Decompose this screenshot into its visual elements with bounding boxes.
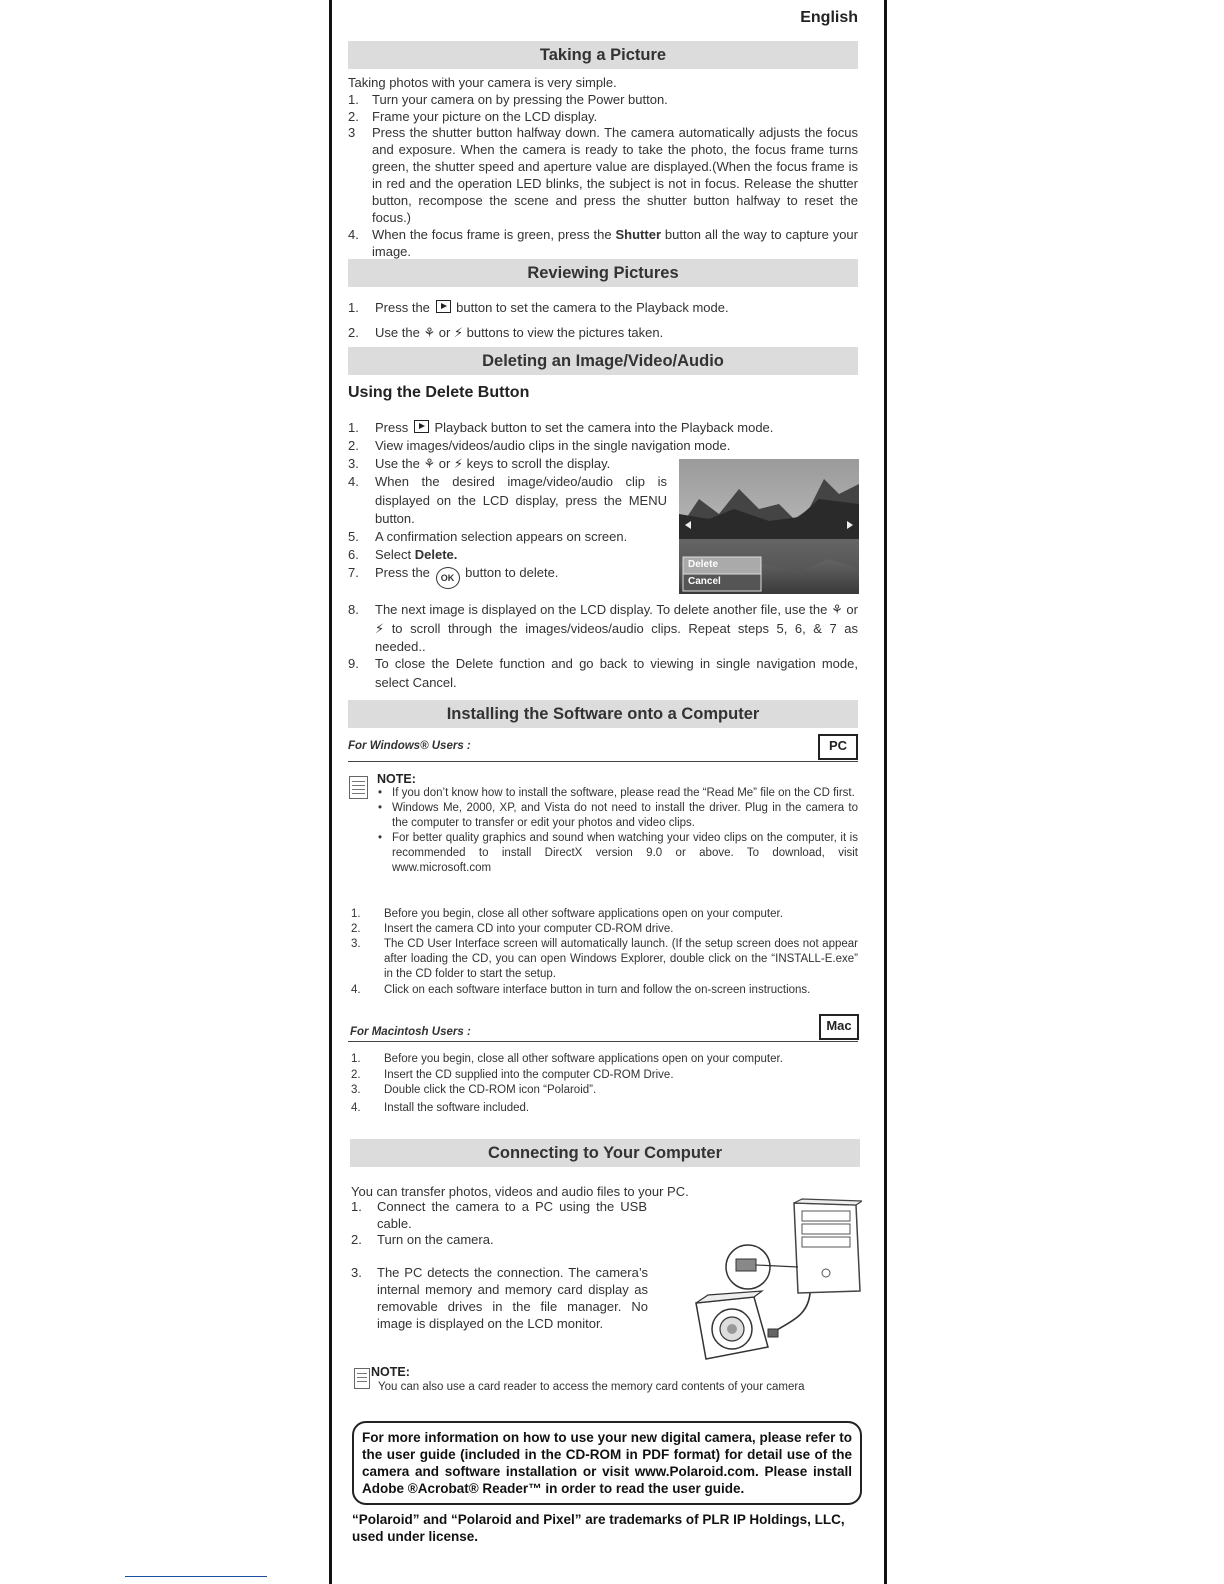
step-text: Press the bbox=[375, 565, 430, 580]
step-number: 1. bbox=[351, 908, 361, 920]
step-text: button to set the camera to the Playback mode. bbox=[456, 300, 729, 315]
mac-step-1: Before you begin, close all other software applications open on your computer. bbox=[384, 1053, 783, 1065]
install-notes-list bbox=[376, 786, 858, 876]
step-number: 8. bbox=[348, 602, 359, 617]
pc-camera-connection-illustration bbox=[688, 1197, 862, 1381]
macro-left-icon: ⚘ bbox=[423, 325, 436, 340]
step-text: button to delete. bbox=[465, 565, 559, 580]
windows-users-label: For Windows® Users : bbox=[348, 740, 471, 752]
note-title: NOTE: bbox=[377, 772, 416, 786]
delete-step-4: When the desired image/video/audio clip is displayed on the LCD display, press the MENU button. bbox=[375, 474, 667, 526]
reviewing-step-1 bbox=[375, 299, 858, 316]
flash-right-icon: ⚡ bbox=[375, 620, 385, 636]
step-number: 2. bbox=[351, 1069, 361, 1081]
playback-icon bbox=[414, 420, 429, 433]
delete-step-8 bbox=[375, 601, 858, 657]
step-text: keys to scroll the display. bbox=[466, 456, 611, 471]
step-text: or bbox=[438, 325, 451, 340]
more-information-box: For more information on how to use your new digital camera, please refer to the user guide (included in the CD-ROM in PDF format) for detail use of the camera and software installation or visit www.Polaroid.com. Please install Adobe ®Acrobat® Reader™ in order to read the user guide. bbox=[352, 1421, 862, 1505]
step-number: 3. bbox=[348, 456, 359, 471]
step-number: 2. bbox=[348, 325, 359, 340]
delete-step-9: To close the Delete function and go back to viewing in single navigation mode, select Cancel. bbox=[375, 656, 858, 690]
connect-note-text: You can also use a card reader to access the memory card contents of your camera bbox=[378, 1381, 805, 1393]
mac-users-label: For Macintosh Users : bbox=[350, 1026, 471, 1038]
mac-step-3: Double click the CD-ROM icon “Polaroid”. bbox=[384, 1084, 597, 1096]
win-step-1: Before you begin, close all other software applications open on your computer. bbox=[384, 908, 783, 920]
step-number: 1. bbox=[348, 92, 359, 107]
ok-button-icon: OK bbox=[436, 567, 460, 589]
language-label: English bbox=[800, 9, 858, 26]
footnote-rule bbox=[125, 1576, 267, 1577]
step-number: 4. bbox=[348, 474, 359, 489]
left-border-rule bbox=[329, 0, 332, 1584]
reviewing-step-2 bbox=[375, 324, 858, 341]
delete-step-6 bbox=[375, 546, 675, 563]
step-text: Use the bbox=[375, 456, 420, 471]
lcd-delete-screen-illustration bbox=[679, 459, 859, 594]
delete-step-5: A confirmation selection appears on screen. bbox=[375, 529, 628, 544]
step-number: 1. bbox=[348, 300, 359, 315]
connect-step-1: Connect the camera to a PC using the USB cable. bbox=[377, 1199, 647, 1231]
shutter-bold: Shutter bbox=[615, 227, 661, 242]
install-note-1: • If you don’t know how to install the software, please read the “Read Me” file on the CD first. bbox=[376, 786, 858, 801]
step-text: buttons to view the pictures taken. bbox=[466, 325, 664, 340]
taking-intro: Taking photos with your camera is very simple. bbox=[348, 75, 617, 90]
win-step-3: The CD User Interface screen will automatically launch. (If the setup screen does not appear after loading the CD, you can open Windows Explorer, double click on the “INSTALL-E.exe” in the CD folder to start the setup. bbox=[384, 938, 858, 980]
step-number: 3 bbox=[348, 125, 356, 140]
step-number: 1. bbox=[351, 1199, 362, 1214]
flash-right-icon: ⚡ bbox=[453, 325, 464, 340]
delete-step-7 bbox=[375, 564, 675, 589]
step-text: Use the bbox=[375, 325, 420, 340]
win-step-2: Insert the camera CD into your computer CD-ROM drive. bbox=[384, 923, 674, 935]
step-number: 2. bbox=[348, 109, 359, 124]
step-number: 4. bbox=[348, 227, 359, 242]
step-number: 2. bbox=[351, 1232, 362, 1247]
step-number: 3. bbox=[351, 1265, 362, 1280]
delete-step-1 bbox=[375, 419, 858, 436]
step-text: or bbox=[846, 602, 858, 617]
delete-bold: Delete. bbox=[414, 547, 458, 562]
step-text: button all the way to capture your image. bbox=[372, 227, 858, 259]
mac-step-4: Install the software included. bbox=[384, 1102, 530, 1114]
install-note-2: • Windows Me, 2000, XP, and Vista do not need to install the driver. Plug in the camera to the computer to transfer or edit your photos and video clips. bbox=[376, 801, 858, 831]
step-number: 1. bbox=[351, 1053, 361, 1065]
screen-menu-delete: Delete bbox=[688, 559, 719, 570]
playback-icon bbox=[436, 300, 451, 313]
step-number: 4. bbox=[351, 1102, 361, 1114]
connect-step-3: The PC detects the connection. The camera’s internal memory and memory card display as removable drives in the file manager. No image is displayed on the LCD monitor. bbox=[377, 1265, 648, 1331]
screen-menu-cancel: Cancel bbox=[688, 576, 721, 587]
delete-step-2: View images/videos/audio clips in the single navigation mode. bbox=[375, 438, 731, 453]
taking-step-4 bbox=[372, 226, 858, 260]
step-number: 3. bbox=[351, 938, 361, 950]
note-icon bbox=[354, 1368, 370, 1389]
step-number: 2. bbox=[348, 438, 359, 453]
step-text: to scroll through the images/videos/audio clips. Repeat steps 5, 6, & 7 as needed.. bbox=[375, 620, 858, 654]
taking-step-1: Turn your camera on by pressing the Power button. bbox=[372, 92, 668, 107]
mac-step-2: Insert the CD supplied into the computer CD-ROM Drive. bbox=[384, 1069, 674, 1081]
step-number: 7. bbox=[348, 565, 359, 580]
step-text: Press bbox=[375, 420, 409, 435]
macro-left-icon: ⚘ bbox=[423, 456, 436, 471]
step-text: Press the bbox=[375, 300, 430, 315]
taking-step-3: Press the shutter button halfway down. The camera automatically adjusts the focus and exposure. When the camera is ready to take the photo, the focus frame turns green, the shutter speed and aperture value are displayed.(When the focus frame is in red and the operation LED blinks, the subject is not in focus. Release the shutter button, recompose the scene and press the shutter button halfway to reset the focus.) bbox=[372, 125, 858, 225]
delete-step-3 bbox=[375, 455, 675, 472]
subheading-delete-button: Using the Delete Button bbox=[348, 384, 530, 401]
mac-divider bbox=[348, 1041, 858, 1042]
step-number: 1. bbox=[348, 420, 359, 435]
win-step-4: Click on each software interface button in turn and follow the on-screen instructions. bbox=[384, 984, 811, 996]
lake-scene-image bbox=[679, 459, 859, 594]
section-heading-taking-picture: Taking a Picture bbox=[348, 41, 858, 69]
windows-divider bbox=[348, 761, 858, 762]
install-note-3: • For better quality graphics and sound when watching your video clips on the computer, it is recommended to install DirectX version 9.0 or above. To download, visit www.microsoft.com bbox=[376, 831, 858, 876]
note-icon bbox=[349, 776, 368, 799]
taking-step-2: Frame your picture on the LCD display. bbox=[372, 109, 598, 124]
section-heading-installing: Installing the Software onto a Computer bbox=[348, 700, 858, 728]
step-text: Playback button to set the camera into the Playback mode. bbox=[434, 420, 774, 435]
connecting-intro: You can transfer photos, videos and audio files to your PC. bbox=[351, 1184, 689, 1199]
step-text: Select bbox=[375, 547, 415, 562]
step-number: 9. bbox=[348, 656, 359, 671]
flash-right-icon: ⚡ bbox=[453, 456, 464, 471]
right-border-rule bbox=[884, 0, 887, 1584]
step-text: or bbox=[438, 456, 451, 471]
step-number: 4. bbox=[351, 984, 361, 996]
trademark-notice: “Polaroid” and “Polaroid and Pixel” are trademarks of PLR IP Holdings, LLC, used under license. bbox=[352, 1512, 845, 1544]
step-number: 3. bbox=[351, 1084, 361, 1096]
section-heading-connecting: Connecting to Your Computer bbox=[350, 1139, 860, 1167]
step-text: When the focus frame is green, press the bbox=[372, 227, 616, 242]
step-text: The next image is displayed on the LCD display. To delete another file, use the bbox=[375, 602, 828, 617]
macro-left-icon: ⚘ bbox=[831, 602, 843, 617]
section-heading-deleting: Deleting an Image/Video/Audio bbox=[348, 347, 858, 375]
step-number: 2. bbox=[351, 923, 361, 935]
connect-step-2: Turn on the camera. bbox=[377, 1232, 494, 1247]
step-number: 5. bbox=[348, 529, 359, 544]
section-heading-reviewing: Reviewing Pictures bbox=[348, 259, 858, 287]
pc-tag: PC bbox=[818, 734, 858, 760]
connect-note-title: NOTE: bbox=[371, 1365, 410, 1379]
step-number: 6. bbox=[348, 547, 359, 562]
mac-tag: Mac bbox=[819, 1014, 859, 1040]
